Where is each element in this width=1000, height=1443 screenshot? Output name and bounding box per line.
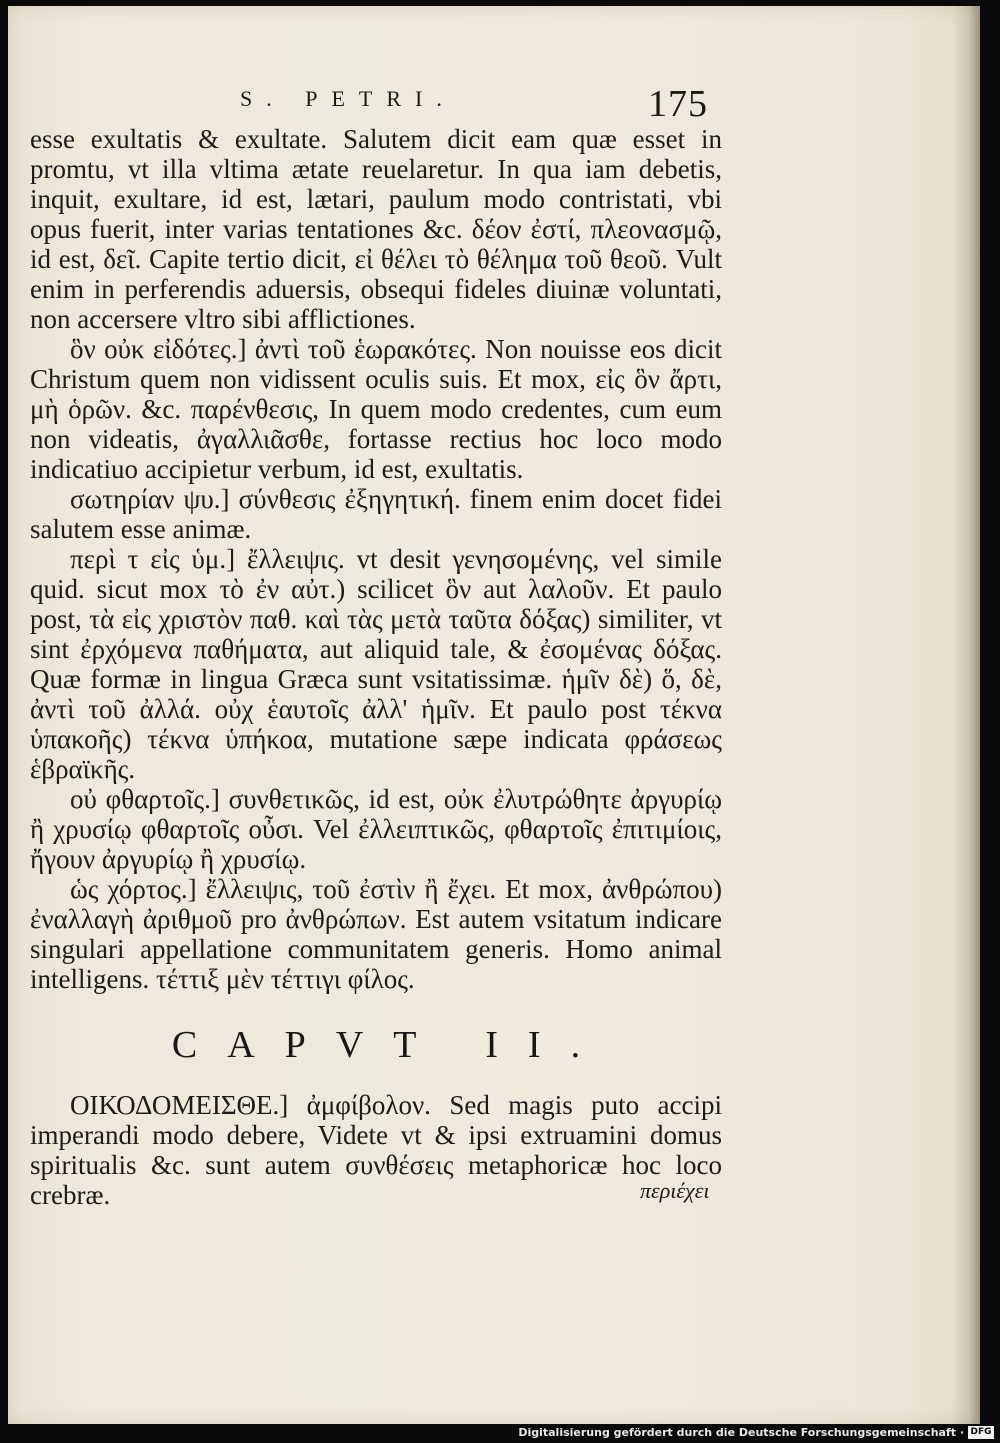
paragraph-1: esse exultatis & exultate. Salutem dicit eam quæ esset in promtu, vt illa vltima ætate reuelaretur. In qua iam debetis, inquit, exultare, id est, lætari, paulum modo contristati, vbi opus fuerit, inter varias tentationes &c. δέον ἐστί, πλεονασμῷ, id est, δεῖ. Capite tertio dicit, εἰ θέλει τὸ θέλημα τοῦ θεοῦ. Vult enim in perferendis aduersis, obsequi fideles diuinæ voluntati, non accersere vltro sibi afflictiones.: [30, 124, 722, 334]
chapter-heading: CAPVT II.: [171, 1024, 611, 1066]
text-block: [30, 124, 722, 1210]
paragraph-3: σωτηρίαν ψυ.] σύνθεσις ἐξηγητική. finem enim docet fidei salutem esse animæ.: [30, 484, 722, 544]
digitization-credit: Digitalisierung gefördert durch die Deutsche Forschungsgemeinschaft ·: [518, 1426, 964, 1439]
book-page: [8, 6, 980, 1424]
paragraph-2: ὃν οὐκ εἰδότες.] ἀντὶ τοῦ ἑωρακότες. Non nouisse eos dicit Christum quem non vidissent oculis suis. Et mox, εἰς ὃν ἄρτι, μὴ ὁρῶν. &c. παρένθεσις, In quem modo credentes, cum eum non videatis, ἀγαλλιᾶσθε, fortasse rectius hoc loco modo indicatiuo accipietur verbum, id est, exultatis.: [30, 334, 722, 484]
dfg-logo-icon: DFG: [968, 1426, 994, 1439]
footer-strip: [0, 1424, 1000, 1443]
paragraph-5: οὐ φθαρτοῖς.] συνθετικῶς, id est, οὐκ ἐλυτρώθητε ἀργυρίῳ ἢ χρυσίῳ φθαρτοῖς οὖσι. Vel ἐλλειπτικῶς, φθαρτοῖς ἐπιτιμίοις, ἤγουν ἀργυρίῳ ἢ χρυσίῳ.: [30, 784, 722, 874]
page-gutter-shadow: [952, 6, 980, 1424]
catchword: περιέχει: [640, 1178, 710, 1203]
running-head: S. PETRI.: [240, 86, 456, 111]
paragraph-4: περὶ τ εἰς ὑμ.] ἔλλειψις. vt desit γενησομένης, vel simile quid. sicut mox τὸ ἐν αὐτ.) scilicet ὃν aut λαλοῦν. Et paulo post, τὰ εἰς χριστὸν παθ. καὶ τὰς μετὰ ταῦτα δόξας) similiter, vt sint ἐρχόμενα παθήματα, aut aliquid tale, & ἐσομένας δόξας. Quæ formæ in lingua Græca sunt vsitatissimæ. ἡμῖν δὲ) ὅ, δὲ, ἀντὶ τοῦ ἀλλά. οὐχ ἑαυτοῖς ἀλλ' ἡμῖν. Et paulo post τέκνα ὑπακοῆς) τέκνα ὑπήκοα, mutatione sæpe indicata φράσεως ἑβραϊκῆς.: [30, 544, 722, 784]
chapter-paragraph-1: ΟΙΚΟΔΟΜΕΙΣΘΕ.] ἀμφίβολον. Sed magis puto accipi imperandi modo debere, Videte vt & ipsi extruamini domus spiritualis &c. sunt autem συνθέσεις metaphoricæ hoc loco crebræ.: [30, 1090, 722, 1210]
page-number: 175: [648, 83, 708, 125]
paragraph-6: ὡς χόρτος.] ἔλλειψις, τοῦ ἐστὶν ἢ ἔχει. Et mox, ἀνθρώπου) ἐναλλαγὴ ἀριθμοῦ pro ἀνθρώπων. Est autem vsitatum indicare singulari appellatione communitatem generis. Homo animal intelligens. τέττιξ μὲν τέττιγι φίλος.: [30, 874, 722, 994]
